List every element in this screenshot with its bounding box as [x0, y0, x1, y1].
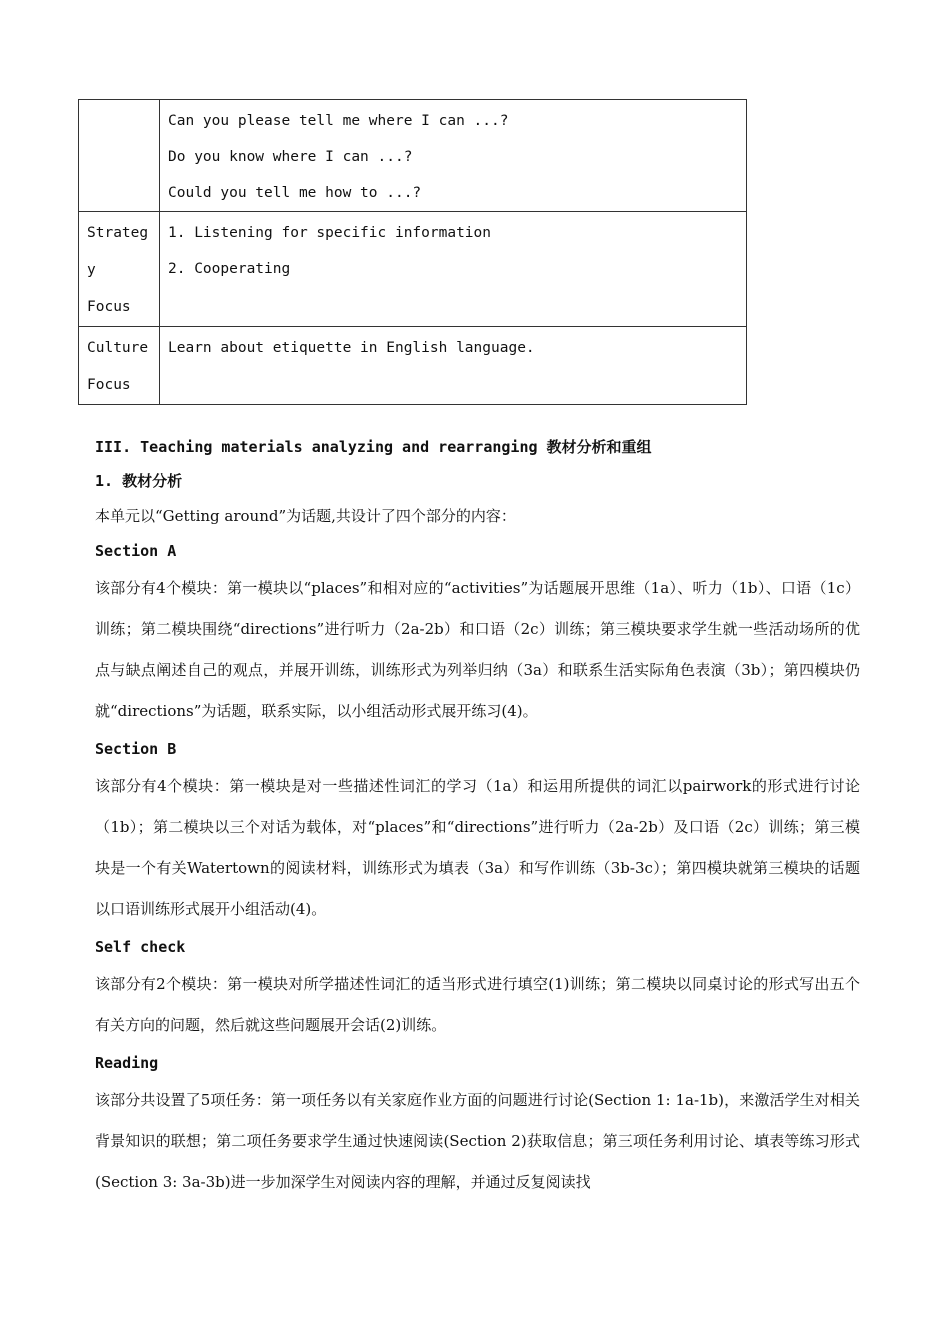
section-b-text: 该部分有4个模块：第一模块是对一些描述性词汇的学习（1a）和运用所提供的词汇以pairwork的形式进行讨论（1b）；第二模块以三个对话为载体，对“places”和“directions”进行听力（2a-2b）及口语（2c）训练；第三模块是一个有关Watertown的阅读材料，训练形式为填表（3a）和写作训练（3b-3c）；第四模块就第三模块的话题以口语训练形式展开小组活动(4)。: [95, 777, 860, 918]
section-a-title: Section A: [95, 542, 177, 560]
table-row: [79, 100, 747, 212]
sub-heading: 1. 教材分析: [95, 472, 183, 490]
row-label-cell: [79, 327, 160, 405]
reading-text: 该部分共设置了5项任务：第一项任务以有关家庭作业方面的问题进行讨论(Section 1: 1a-1b)，来激活学生对相关背景知识的联想；第二项任务要求学生通过快速阅读(Section 2)获取信息；第三项任务利用讨论、填表等练习形式(Section 3: 3a-3b)进一步加深学生对阅读内容的理解，并通过反复阅读找: [95, 1091, 860, 1191]
row-content-cell: [160, 327, 747, 405]
table-row: [79, 212, 747, 327]
culture-item: Learn about etiquette in English language.: [168, 340, 535, 356]
row-label-cell: [79, 212, 160, 327]
row-label: [79, 100, 159, 103]
row-label-line: Focus: [87, 299, 131, 315]
section-b-title: Section B: [95, 740, 177, 758]
row-content-cell: [160, 212, 747, 327]
sentence-pattern: Could you tell me how to ...?: [168, 185, 422, 201]
row-content-cell: [160, 100, 747, 212]
document-body: [95, 430, 860, 1203]
section-a-text: 该部分有4个模块：第一模块以“places”和相对应的“activities”为话题展开思维（1a）、听力（1b）、口语（1c）训练；第二模块围绕“directions”进行听力（2a-2b）和口语（2c）训练；第三模块要求学生就一些活动场所的优点与缺点阐述自己的观点，并展开训练，训练形式为列举归纳（3a）和联系生活实际角色表演（3b）；第四模块仍就“directions”为话题，联系实际，以小组活动形式展开练习(4)。: [95, 579, 860, 720]
self-check-title: Self check: [95, 938, 186, 956]
self-check-text: 该部分有2个模块：第一模块对所学描述性词汇的适当形式进行填空(1)训练；第二模块以同桌讨论的形式写出五个有关方向的问题，然后就这些问题展开会话(2)训练。: [95, 975, 860, 1034]
strategy-item: 2. Cooperating: [168, 261, 291, 277]
strategy-item: 1. Listening for specific information: [168, 225, 492, 241]
reading-title: Reading: [95, 1054, 159, 1072]
row-label-line: Strateg: [87, 225, 149, 241]
row-label-line: y: [87, 262, 96, 278]
sentence-pattern: Can you please tell me where I can ...?: [168, 113, 509, 129]
row-label-line: Culture: [87, 340, 149, 356]
sentence-pattern: Do you know where I can ...?: [168, 149, 413, 165]
section-heading: III. Teaching materials analyzing and rearranging 教材分析和重组: [95, 438, 652, 456]
intro-paragraph: 本单元以“Getting around”为话题,共设计了四个部分的内容：: [95, 507, 516, 525]
row-label-line: Focus: [87, 377, 131, 393]
table-row: [79, 327, 747, 405]
objectives-table: [78, 99, 747, 405]
row-label-cell: [79, 100, 160, 212]
